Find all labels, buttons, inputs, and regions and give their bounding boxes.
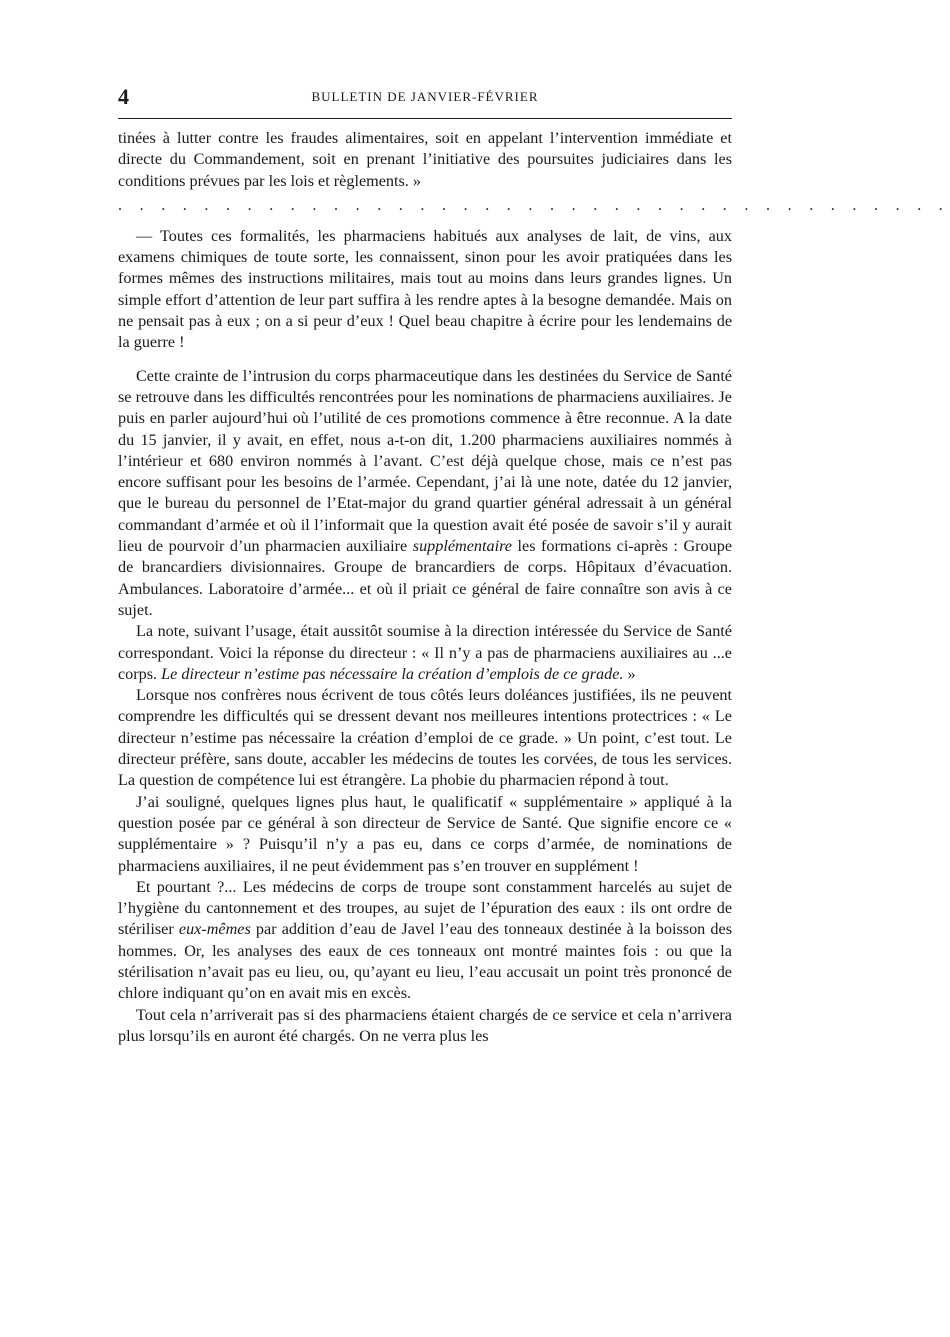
paragraph-7 — [118, 877, 732, 1005]
page-number: 4 — [118, 84, 129, 109]
page-header — [118, 84, 732, 110]
paragraph-7-emphasis: eux-mêmes — [178, 920, 251, 939]
paragraph-4-text-a: La note, suivant l’usage, était aussitôt soumise à la direction intéressée du Service de Santé correspondant. Voici la réponse du directeur : « Il n’y a pas de pharmaciens auxiliaires au ...e corps. — [118, 622, 732, 683]
paragraph-4-emphasis: Le directeur n’estime pas nécessaire la création d’emplois de ce grade. — [161, 664, 624, 683]
paragraph-8: Tout cela n’arriverait pas si des pharmaciens étaient chargés de ce service et cela n’arrivera plus lorsqu’ils en auront été chargés. On ne verra plus les — [118, 1005, 732, 1045]
paragraph-2: — Toutes ces formalités, les pharmaciens habitués aux analyses de lait, de vins, aux examens chimiques de toute sorte, les connaissent, sinon pour les avoir pratiquées dans les formes mêmes des instructions militaires, mais tout au moins dans leurs grandes lignes. Un simple effort d’attention de leur part suffira à les rendre aptes à la besogne demandée. Mais on ne pensait pas à eux ; on a si peur d’eux ! Quel beau chapitre à écrire pour les lendemains de la guerre ! — [118, 226, 732, 352]
paragraph-4 — [118, 621, 732, 685]
paragraph-3-text-b: les formations ci-après : Groupe de brancardiers divisionnaires. Groupe de brancardiers de corps. Hôpitaux d’évacuation. Ambulances. Laboratoire d’armée... et où il priait ce général de faire connaître son avis à ce sujet. — [118, 537, 733, 619]
paragraph-7-text-a: Et pourtant ?... Les médecins de corps de troupe sont constamment harcelés au sujet de l’hygiène du cantonnement et des troupes, au sujet de l’épuration des eaux : ils ont ordre de stériliser — [118, 877, 732, 939]
paragraph-5: Lorsque nos confrères nous écrivent de tous côtés leurs doléances justifiées, ils ne peuvent comprendre les difficultés qui se dressent devant nos meilleures intentions protectrices : « Le directeur n’estime pas nécessaire la création d’emploi de ce grade. » Un point, c’est tout. Le directeur préfère, sans doute, accabler les médecins de toutes les corvées, de tous les services. La question de compétence lui est étrangère. La phobie du pharmacien répond à tout. — [118, 686, 732, 790]
paragraph-1: tinées à lutter contre les fraudes alimentaires, soit en appelant l’intervention immédiate et directe du Commandement, soit en prenant l’initiative des poursuites judiciaires dans les conditions prévues par les lois et règlements. » — [118, 129, 732, 190]
paragraph-3 — [118, 366, 732, 622]
ellipsis-line: . . . . . . . . . . . . . . . . . . . . . . . . . . . . . . . . . . . . . . . — [118, 196, 950, 214]
paragraph-gap — [118, 354, 732, 366]
header-rule — [118, 118, 732, 119]
paragraph-3-emphasis: supplémentaire — [412, 537, 512, 556]
paragraph-4-text-b: » — [623, 664, 636, 683]
running-title: BULLETIN DE JANVIER-FÉVRIER — [311, 89, 539, 104]
paragraph-6: J’ai souligné, quelques lignes plus haut, le qualificatif « supplémentaire » appliqué à la question posée par ce général à son directeur de Service de Santé. Que signifie encore ce « supplémentaire » ? Puisqu’il n’y a pas eu, dans ce corps d’armée, de nominations de pharmaciens auxiliaires, il ne peut évidemment pas s’en trouver en supplément ! — [118, 792, 732, 875]
paragraph-3-text-a: Cette crainte de l’intrusion du corps pharmaceutique dans les destinées du Service de Santé se retrouve dans les difficultés rencontrées pour les nominations de pharmaciens auxiliaires. Je puis en parler aujourd’hui où l’utilité de ces promotions commence à être reconnue. A la date du 15 janvier, il y avait, en effet, nous a-t-on dit, 1.200 pharmaciens auxiliaires nommés à l’intérieur et 680 environ nommés à l’avant. C’est déjà quelque chose, mais ce n’est pas encore suffisant pour les besoins de l’armée. Cependant, j’ai là une note, datée du 12 janvier, que le bureau du personnel de l’Etat-major du grand quartier général adressait à un général commandant d’armée et où il l’informait que la question avait été posée de savoir s’il y aurait lieu de pourvoir d’un pharmacien auxiliaire — [118, 366, 732, 556]
body-text — [118, 128, 950, 1047]
paragraph-7-text-b: par addition d’eau de Javel l’eau des tonneaux destinée à la boisson des hommes. Or, les analyses des eaux de ces tonneaux ont montré maintes fois : ou que la stérilisation n’avait pas eu lieu, ou, qu’ayant eu lieu, l’eau accusait un point très prononcé de chlore indiquant qu’on en avait mis en excès. — [118, 920, 732, 1003]
